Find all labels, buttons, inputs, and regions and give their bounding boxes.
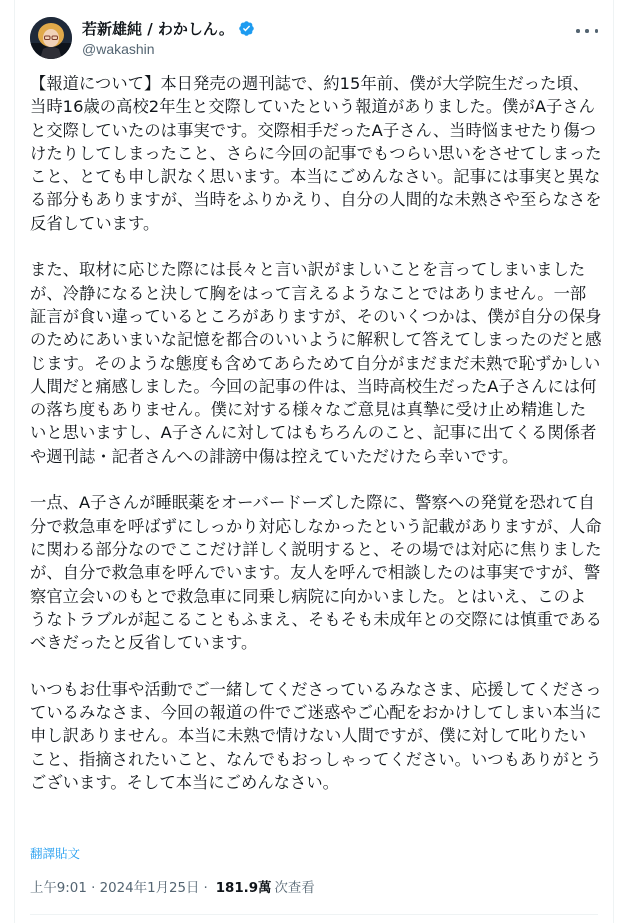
tweet-meta xyxy=(30,880,315,898)
translate-post-link[interactable]: 翻譯貼文 xyxy=(30,846,81,861)
meta-separator: · xyxy=(203,881,208,896)
avatar-image xyxy=(30,17,72,59)
tweet-text xyxy=(30,72,602,794)
timeline-border-right xyxy=(613,0,614,923)
more-options-icon[interactable] xyxy=(576,20,598,42)
tweet-paragraph-1: 【報道について】本日発売の週刊誌で、約15年前、僕が大学院生だった頃、当時16歳の高校2年生と交際していたという報道がありました。僕がA子さんと交際していたのは事実です。交際相手だったA子さん、当時悩ませたり傷つけたりしてしまったこと、さらに今回の記事でもつらい思いをさせてしまったこと、とても申し訳なく思います。本当にごめんなさい。記事には事実と異なる部分もありますが、当時をふりかえり、自分の人間的な未熟さや至らなさを反省しています。 xyxy=(30,74,602,233)
more-dot xyxy=(585,29,589,33)
avatar[interactable] xyxy=(30,17,72,59)
tweet-paragraph-4: いつもお仕事や活動でご一緒してくださっているみなさま、応援してくださっているみなさま、今回の報道の件でご迷惑やご心配をおかけしてしまい本当に申し訳ありません。本当に未熟で情けない人間ですが、僕に対して叱りたいこと、指摘されたいこと、なんでもおっしゃってください。いつもありがとうございます。そして本当にごめんなさい。 xyxy=(30,679,602,792)
author-names xyxy=(82,16,255,60)
author-display-name[interactable]: 若新雄純 / わかしん。 xyxy=(82,19,234,38)
more-dot xyxy=(595,29,599,33)
tweet-paragraph-3: 一点、A子さんが睡眠薬をオーバードーズした際に、警察への発覚を恐れて自分で救急車を呼ばずにしっかり対応しなかったという記載がありますが、人命に関わる部分なのでここだけ詳しく説明すると、その場では対応に焦りましたが、自分で救急車を呼んでいます。友人を呼んで相談したのは事実ですが、警察官立会いのもとで救急車に同乗し病院に向かいました。とはいえ、このようなトラブルが起こることもふまえ、そもそも未成年との交際には慎重であるべきだったと反省しています。 xyxy=(30,493,602,653)
name-row xyxy=(82,18,255,39)
tweet-paragraph-2: また、取材に応じた際には長々と言い訳がましいことを言ってしまいましたが、冷静になると決して胸をはって言えるようなことではありません。一部証言が食い違っているところがありますが、そのいくつかは、僕が自分の保身のためにあいまいな記憶を都合のいいように解釈して答えてしまったのだと感じます。そのような態度も含めてあらためて自分がまだまだ未熟で恥ずかしい人間だと痛感しました。今回の記事の件は、当時高校生だったA子さんには何の落ち度もありません。僕に対する様々なご意見は真摯に受け止め精進したいと思いますし、A子さんに対してはもちろんのこと、記事に出てくる関係者や週刊誌・記者さんへの誹謗中傷は控えていただけたら幸いです。 xyxy=(30,260,602,466)
tweet-header xyxy=(30,16,255,60)
verified-badge-icon[interactable] xyxy=(238,20,255,37)
views-count: 181.9萬 xyxy=(215,881,272,896)
views-label: 次查看 xyxy=(274,881,315,896)
divider xyxy=(30,914,598,915)
timeline-border-left xyxy=(14,0,15,923)
timestamp[interactable]: 上午9:01 · 2024年1月25日 xyxy=(30,881,200,896)
more-dot xyxy=(576,29,580,33)
author-handle[interactable]: @wakashin xyxy=(82,40,155,57)
